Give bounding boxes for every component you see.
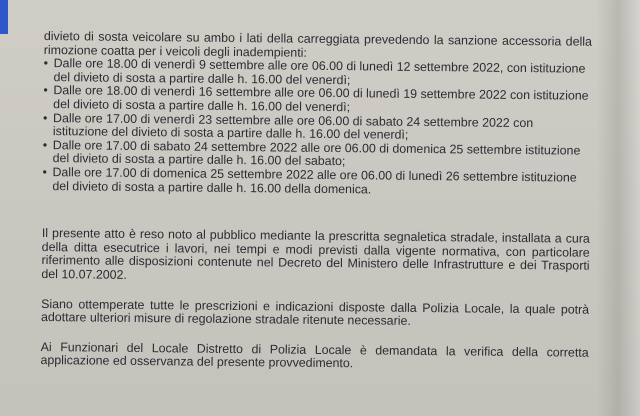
schedule-item: • Dalle ore 18.00 di venerdì 9 settembre alle ore 06.00 di lunedì 12 settembre 2022, con istituzione del divieto di sosta a partire dalle h. 16.00 del venerdì; [43, 57, 591, 90]
document-body [40, 30, 592, 374]
schedule-item: • Dalle ore 17.00 di sabato 24 settembre 2022 alle ore 06.00 di domenica 25 settembre istituzione del divieto di sosta a partire dalle h. 16.00 del sabato; [43, 139, 591, 172]
schedule-item: • Dalle ore 17.00 di domenica 25 settembre 2022 alle ore 06.00 di lunedì 26 settembre istituzione del divieto di sosta a partire dalle h. 16.00 della domenica. [42, 166, 590, 199]
schedule-item: • Dalle ore 18.00 di venerdì 16 settembre alle ore 06.00 di lunedì 19 settembre 2022 con istituzione del divieto di sosta a partire dalle h. 16.00 del venerdì; [43, 84, 591, 117]
schedule-item: • Dalle ore 17.00 di venerdì 23 settembre alle ore 06.00 di sabato 24 settembre 2022 con istituzione del divieto di sosta a partire dalle h. 16.00 del venerdì; [43, 112, 591, 145]
blue-tape [0, 0, 8, 34]
verification-paragraph: Ai Funzionari del Locale Distretto di Polizia Locale è demandata la verifica della corretta applicazione ed osservanza del presente provvedimento. [40, 339, 589, 371]
schedule-list [42, 57, 591, 199]
paper-fold-shadow [596, 0, 640, 416]
prescriptions-paragraph: Siano ottemperate tutte le prescrizioni e indicazioni disposte dalla Polizia Locale, la quale potrà adottare ulteriori misure di regolazione stradale ritenute necessarie. [40, 296, 590, 328]
intro-paragraph: divieto di sosta veicolare su ambo i lati della carreggiata prevedendo la sanzione accessoria della rimozione coatta per i veicoli degli inadempienti: [43, 29, 592, 60]
notice-paragraph: Il presente atto è reso noto al pubblico mediante la prescritta segnaletica stradale, installata a cura della ditta esecutrice i lavori, nei tempi e modi previsti dalla vigente normativa, con particolare riferimento alle disposizioni contenute nel Decreto del Ministero delle Infrastrutture e dei Trasporti del 10.07.2002. [41, 226, 590, 282]
